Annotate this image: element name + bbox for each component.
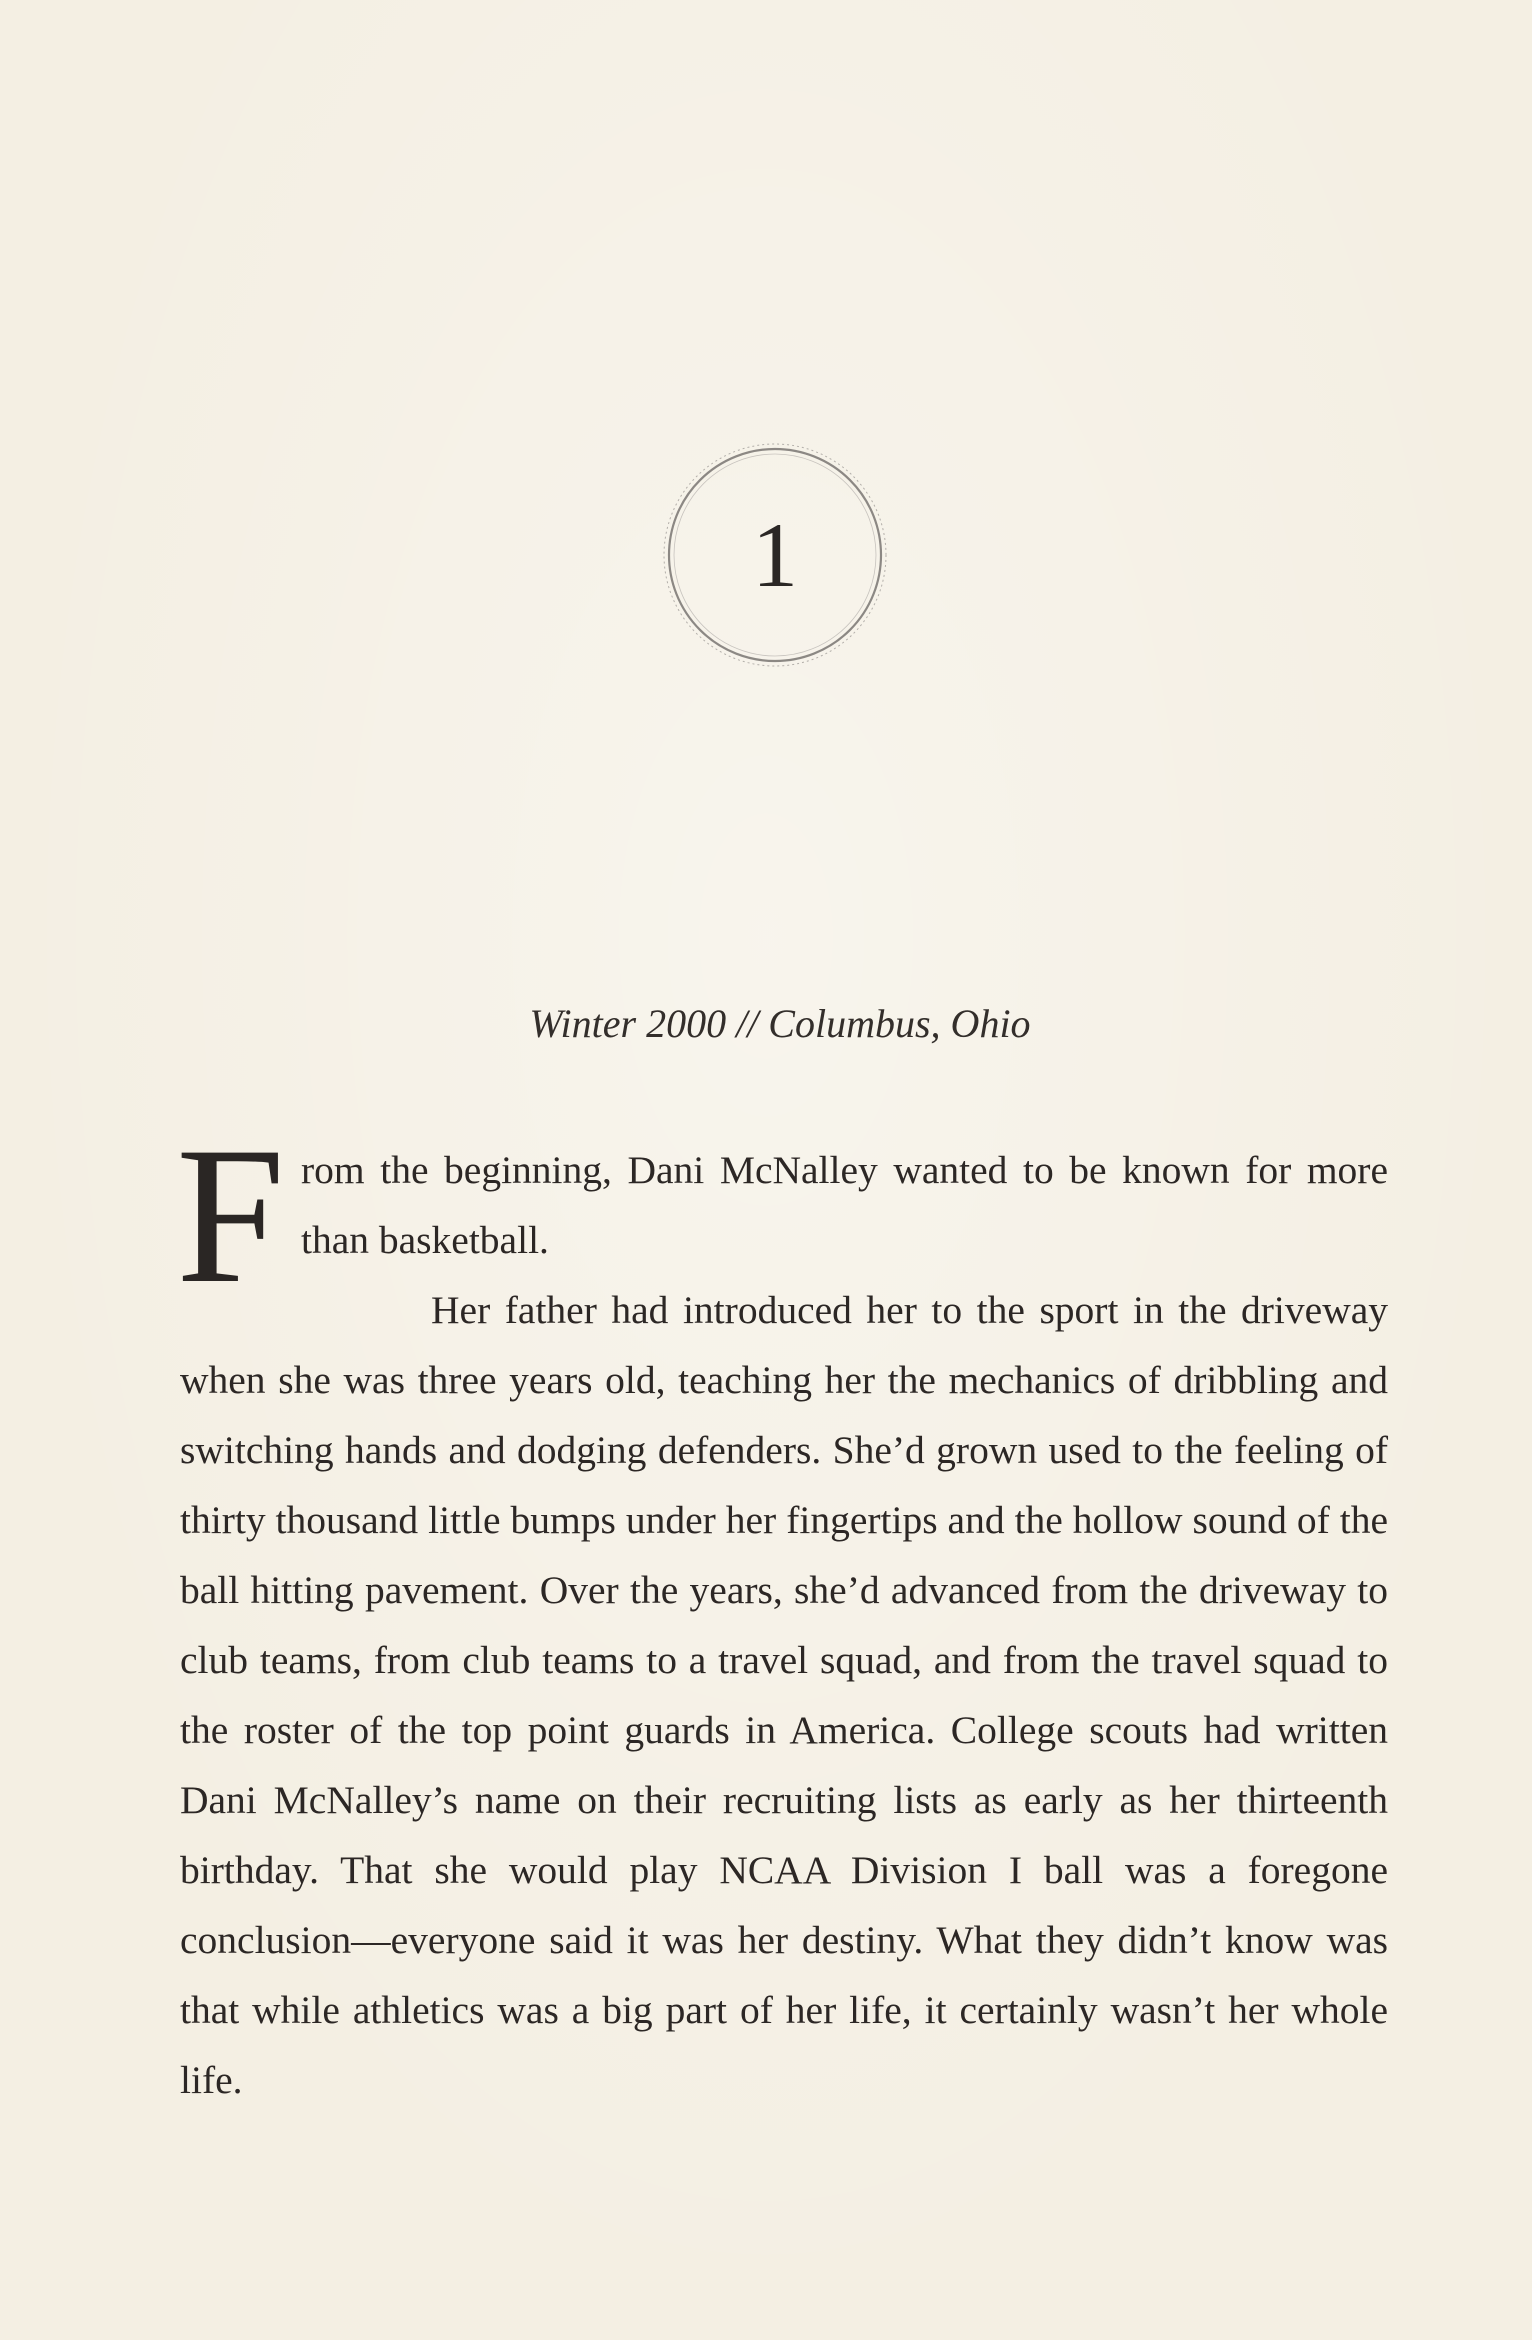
paragraph-2: Her father had introduced her to the sport in the driveway when she was three years old, teaching her the mechanics of dribbling and switching hands and dodging defenders. She’d grown used to the feeling of thirty thousand little bumps under her fingertips and the hollow sound of the ball hitting pavement. Over the years, she’d advanced from the driveway to club teams, from club teams to a travel squad, and from the travel squad to the roster of the top point guards in America. College scouts had written Dani McNalley’s name on their recruiting lists as early as her thirteenth birthday. That she would play NCAA Division I ball was a foregone conclusion—everyone said it was her destiny. What they didn’t know was that while athletics was a big part of her life, it certainly wasn’t her whole life. bbox=[180, 1288, 1388, 2102]
chapter-badge bbox=[657, 437, 893, 673]
chapter-dateline: Winter 2000 // Columbus, Ohio bbox=[529, 1001, 1031, 1046]
paragraph-1 bbox=[176, 1107, 1388, 1324]
drop-cap: F bbox=[176, 1107, 286, 1324]
paragraph-1-text: rom the beginning, Dani McNalley wanted to be known for more than basketball. bbox=[301, 1148, 1388, 1262]
chapter-number: 1 bbox=[752, 504, 798, 606]
chapter-body bbox=[176, 1107, 1388, 2115]
